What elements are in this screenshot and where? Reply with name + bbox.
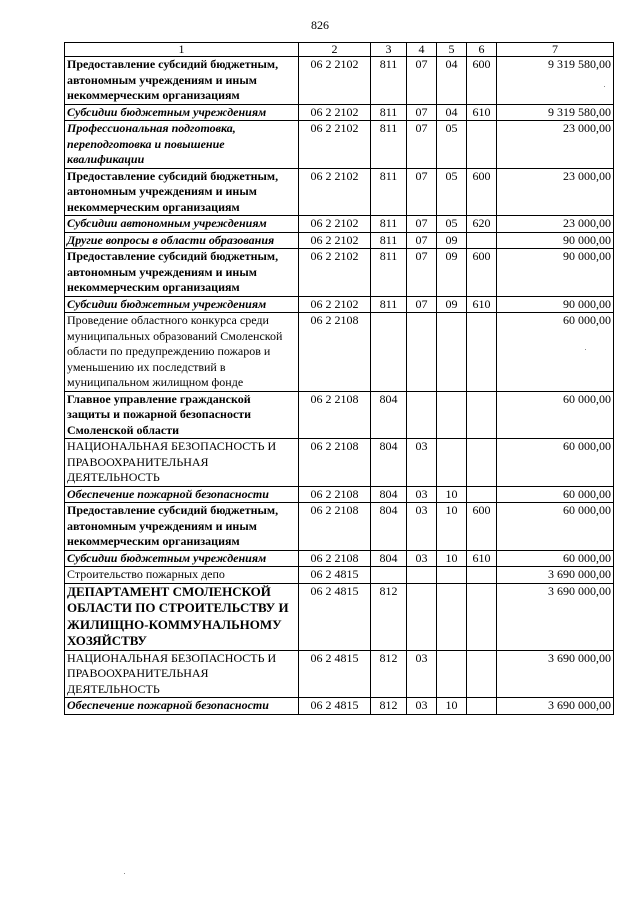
row-name-cell: Другие вопросы в области образования [65, 232, 299, 249]
ministry-code-cell: 811 [371, 232, 407, 249]
table-row [65, 698, 614, 715]
target-code-cell: 06 2 2102 [299, 216, 371, 233]
row-name-cell: НАЦИОНАЛЬНАЯ БЕЗОПАСНОСТЬ И ПРАВООХРАНИТЕЛЬНАЯ ДЕЯТЕЛЬНОСТЬ [65, 650, 299, 698]
expense-type-cell [467, 486, 497, 503]
ministry-code-cell [371, 313, 407, 392]
expense-type-cell: 610 [467, 550, 497, 567]
expense-type-cell: 610 [467, 296, 497, 313]
ministry-code-cell [371, 567, 407, 584]
amount-cell: 3 690 000,00 [497, 698, 614, 715]
row-name-cell: Субсидии бюджетным учреждениям [65, 296, 299, 313]
expense-type-cell [467, 313, 497, 392]
table-row [65, 232, 614, 249]
column-header: 1 [65, 43, 299, 57]
ministry-code-cell: 811 [371, 121, 407, 169]
column-header: 3 [371, 43, 407, 57]
amount-cell: 3 690 000,00 [497, 650, 614, 698]
section-cell: 03 [407, 650, 437, 698]
amount-cell: 60 000,00 [497, 486, 614, 503]
row-name-cell: ДЕПАРТАМЕНТ СМОЛЕНСКОЙ ОБЛАСТИ ПО СТРОИТЕЛЬСТВУ И ЖИЛИЩНО-КОММУНАЛЬНОМУ ХОЗЯЙСТВУ [65, 583, 299, 650]
section-cell: 07 [407, 121, 437, 169]
table-row [65, 486, 614, 503]
table-row [65, 567, 614, 584]
expense-type-cell: 600 [467, 503, 497, 551]
section-cell: 03 [407, 486, 437, 503]
scan-speck [604, 86, 605, 87]
expense-type-cell: 610 [467, 104, 497, 121]
ministry-code-cell: 804 [371, 391, 407, 439]
section-cell: 07 [407, 296, 437, 313]
subsection-cell: 05 [437, 121, 467, 169]
expense-type-cell: 600 [467, 249, 497, 297]
scan-speck [124, 873, 125, 874]
amount-cell: 60 000,00 [497, 550, 614, 567]
row-name-cell: Обеспечение пожарной безопасности [65, 698, 299, 715]
section-cell [407, 391, 437, 439]
row-name-cell: Субсидии автономным учреждениям [65, 216, 299, 233]
subsection-cell: 04 [437, 57, 467, 105]
target-code-cell: 06 2 4815 [299, 698, 371, 715]
table-row [65, 57, 614, 105]
target-code-cell: 06 2 2102 [299, 168, 371, 216]
target-code-cell: 06 2 2102 [299, 57, 371, 105]
target-code-cell: 06 2 2102 [299, 232, 371, 249]
row-name-cell: Главное управление гражданской защиты и пожарной безопасности Смоленской области [65, 391, 299, 439]
ministry-code-cell: 804 [371, 503, 407, 551]
amount-cell: 60 000,00 [497, 439, 614, 487]
amount-cell: 9 319 580,00 [497, 104, 614, 121]
amount-cell: 60 000,00 [497, 503, 614, 551]
row-name-cell: Субсидии бюджетным учреждениям [65, 104, 299, 121]
section-cell: 03 [407, 550, 437, 567]
table-row [65, 313, 614, 392]
ministry-code-cell: 811 [371, 168, 407, 216]
section-cell: 03 [407, 503, 437, 551]
ministry-code-cell: 811 [371, 216, 407, 233]
expense-type-cell [467, 567, 497, 584]
scan-speck [585, 349, 586, 350]
expense-type-cell: 600 [467, 57, 497, 105]
subsection-cell: 10 [437, 550, 467, 567]
section-cell: 07 [407, 57, 437, 105]
subsection-cell [437, 583, 467, 650]
section-cell: 07 [407, 232, 437, 249]
subsection-cell: 10 [437, 698, 467, 715]
table-row [65, 249, 614, 297]
expense-type-cell: 620 [467, 216, 497, 233]
expense-type-cell [467, 121, 497, 169]
column-header: 7 [497, 43, 614, 57]
expense-type-cell [467, 439, 497, 487]
amount-cell: 60 000,00 [497, 391, 614, 439]
table-row [65, 650, 614, 698]
table-row [65, 391, 614, 439]
table-row [65, 503, 614, 551]
subsection-cell: 09 [437, 232, 467, 249]
table-row [65, 121, 614, 169]
target-code-cell: 06 2 2108 [299, 439, 371, 487]
expense-type-cell [467, 391, 497, 439]
subsection-cell [437, 313, 467, 392]
subsection-cell: 10 [437, 503, 467, 551]
row-name-cell: Проведение областного конкурса среди муниципальных образований Смоленской области по предупреждению пожаров и уменьшению их последствий в муниципальном жилищном фонде [65, 313, 299, 392]
table-row [65, 104, 614, 121]
amount-cell: 90 000,00 [497, 249, 614, 297]
section-cell [407, 583, 437, 650]
row-name-cell: Субсидии бюджетным учреждениям [65, 550, 299, 567]
table-row [65, 168, 614, 216]
subsection-cell [437, 391, 467, 439]
target-code-cell: 06 2 2108 [299, 313, 371, 392]
row-name-cell: Предоставление субсидий бюджетным, автономным учреждениям и иным некоммерческим организациям [65, 57, 299, 105]
section-cell: 03 [407, 698, 437, 715]
row-name-cell: Предоставление субсидий бюджетным, автономным учреждениям и иным некоммерческим организациям [65, 503, 299, 551]
amount-cell: 23 000,00 [497, 216, 614, 233]
expense-type-cell [467, 650, 497, 698]
ministry-code-cell: 811 [371, 57, 407, 105]
target-code-cell: 06 2 4815 [299, 650, 371, 698]
subsection-cell: 09 [437, 249, 467, 297]
section-cell: 07 [407, 249, 437, 297]
column-header: 6 [467, 43, 497, 57]
ministry-code-cell: 811 [371, 104, 407, 121]
expense-type-cell: 600 [467, 168, 497, 216]
amount-cell: 90 000,00 [497, 232, 614, 249]
expense-type-cell [467, 698, 497, 715]
row-name-cell: Обеспечение пожарной безопасности [65, 486, 299, 503]
subsection-cell: 09 [437, 296, 467, 313]
amount-cell: 60 000,00 [497, 313, 614, 392]
section-cell: 03 [407, 439, 437, 487]
section-cell: 07 [407, 216, 437, 233]
row-name-cell: Предоставление субсидий бюджетным, автономным учреждениям и иным некоммерческим организациям [65, 249, 299, 297]
target-code-cell: 06 2 2102 [299, 121, 371, 169]
amount-cell: 90 000,00 [497, 296, 614, 313]
section-cell [407, 313, 437, 392]
target-code-cell: 06 2 2108 [299, 503, 371, 551]
table-row [65, 550, 614, 567]
row-name-cell: НАЦИОНАЛЬНАЯ БЕЗОПАСНОСТЬ И ПРАВООХРАНИТЕЛЬНАЯ ДЕЯТЕЛЬНОСТЬ [65, 439, 299, 487]
table-row [65, 439, 614, 487]
target-code-cell: 06 2 2102 [299, 104, 371, 121]
subsection-cell: 10 [437, 486, 467, 503]
amount-cell: 23 000,00 [497, 168, 614, 216]
expense-type-cell [467, 232, 497, 249]
column-header: 5 [437, 43, 467, 57]
subsection-cell: 05 [437, 216, 467, 233]
target-code-cell: 06 2 4815 [299, 583, 371, 650]
ministry-code-cell: 804 [371, 439, 407, 487]
subsection-cell: 05 [437, 168, 467, 216]
section-cell: 07 [407, 168, 437, 216]
target-code-cell: 06 2 2102 [299, 296, 371, 313]
ministry-code-cell: 811 [371, 296, 407, 313]
subsection-cell: 04 [437, 104, 467, 121]
subsection-cell [437, 650, 467, 698]
table-row [65, 296, 614, 313]
subsection-cell [437, 567, 467, 584]
column-header: 2 [299, 43, 371, 57]
target-code-cell: 06 2 2108 [299, 550, 371, 567]
table-row [65, 216, 614, 233]
table-header-row [65, 43, 614, 57]
subsection-cell [437, 439, 467, 487]
table-row [65, 583, 614, 650]
page-number: 826 [311, 18, 329, 32]
amount-cell: 3 690 000,00 [497, 567, 614, 584]
ministry-code-cell: 811 [371, 249, 407, 297]
expense-type-cell [467, 583, 497, 650]
ministry-code-cell: 812 [371, 698, 407, 715]
amount-cell: 23 000,00 [497, 121, 614, 169]
ministry-code-cell: 804 [371, 550, 407, 567]
ministry-code-cell: 812 [371, 583, 407, 650]
target-code-cell: 06 2 4815 [299, 567, 371, 584]
section-cell [407, 567, 437, 584]
ministry-code-cell: 804 [371, 486, 407, 503]
target-code-cell: 06 2 2108 [299, 486, 371, 503]
row-name-cell: Строительство пожарных депо [65, 567, 299, 584]
ministry-code-cell: 812 [371, 650, 407, 698]
amount-cell: 9 319 580,00 [497, 57, 614, 105]
target-code-cell: 06 2 2102 [299, 249, 371, 297]
row-name-cell: Предоставление субсидий бюджетным, автономным учреждениям и иным некоммерческим организациям [65, 168, 299, 216]
row-name-cell: Профессиональная подготовка, переподготовка и повышение квалификации [65, 121, 299, 169]
column-header: 4 [407, 43, 437, 57]
target-code-cell: 06 2 2108 [299, 391, 371, 439]
amount-cell: 3 690 000,00 [497, 583, 614, 650]
section-cell: 07 [407, 104, 437, 121]
budget-table [64, 42, 614, 715]
